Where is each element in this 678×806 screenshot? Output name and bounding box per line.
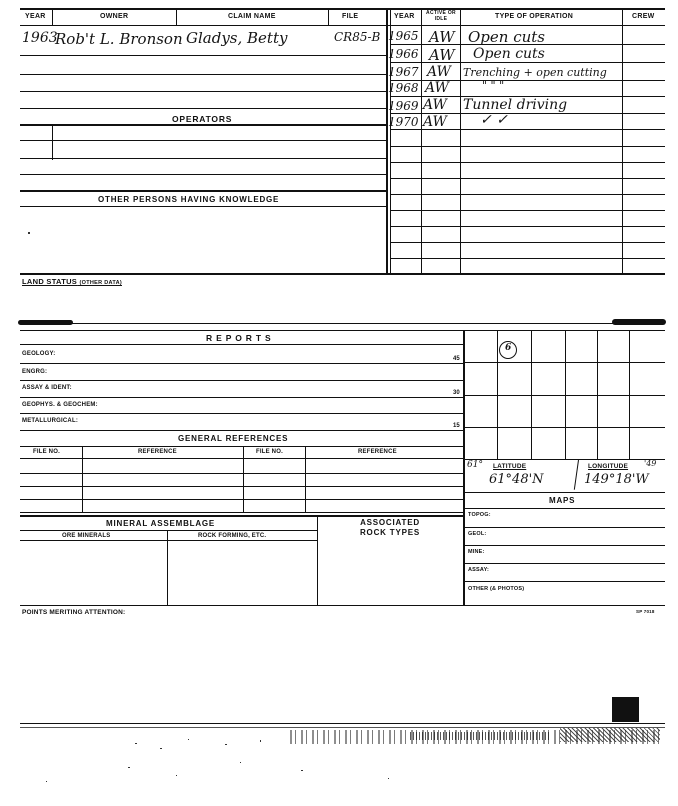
- geology-label: GEOLOGY:: [22, 351, 56, 357]
- registration-mark: [612, 697, 639, 722]
- op-year: 1967: [388, 65, 419, 79]
- op-type: " " ": [482, 79, 505, 92]
- lat-prefix: 61°: [467, 460, 483, 470]
- ref-reference-2-header: REFERENCE: [358, 449, 397, 455]
- geol-label: GEOL:: [468, 531, 487, 537]
- associated-rock-types-heading: ASSOCIATED ROCK TYPES: [359, 518, 420, 537]
- header-type-of-operation: TYPE OF OPERATION: [495, 13, 574, 20]
- scale-15: 15: [453, 423, 460, 429]
- op-status: AW: [423, 114, 447, 130]
- op-year: 1970: [388, 115, 419, 129]
- other-photos-label: OTHER (& PHOTOS): [468, 586, 525, 592]
- header-crew: CREW: [632, 13, 655, 20]
- rock-forming-header: ROCK FORMING, ETC.: [198, 533, 267, 539]
- ref-file-no-2-header: FILE NO.: [256, 449, 283, 455]
- op-type: Open cuts: [468, 28, 545, 46]
- scale-30: 30: [453, 390, 460, 396]
- lon-prefix: '49: [644, 459, 657, 468]
- topog-label: TOPOG:: [468, 512, 491, 518]
- land-status-label: LAND STATUS: [22, 277, 78, 286]
- longitude-label: LONGITUDE: [588, 463, 629, 470]
- form-number: SP 7018: [636, 609, 655, 614]
- op-status: AW: [427, 64, 451, 80]
- general-references-heading: GENERAL REFERENCES: [178, 434, 289, 443]
- op-year: 1966: [388, 47, 419, 61]
- owner-name: Rob't L. Bronson: [55, 30, 183, 48]
- header-op-year: YEAR: [394, 13, 415, 20]
- op-status: AW: [423, 97, 447, 113]
- owner-year: 1963: [22, 30, 58, 46]
- ref-reference-header: REFERENCE: [138, 449, 177, 455]
- longitude-value: 149°18'W: [584, 472, 649, 487]
- header-owner: OWNER: [100, 13, 129, 20]
- ref-file-no-header: FILE NO.: [33, 449, 60, 455]
- op-status: AW: [425, 80, 449, 96]
- header-year: YEAR: [25, 13, 46, 20]
- latitude-value: 61°48'N: [489, 472, 544, 487]
- metallurgical-label: METALLURGICAL:: [22, 418, 79, 424]
- reports-heading: R E P O R T S: [206, 333, 272, 343]
- header-active-idle: ACTIVE OR IDLE: [426, 10, 456, 22]
- scale-45: 45: [453, 356, 460, 362]
- geophys-geochem-label: GEOPHYS. & GEOCHEM:: [22, 402, 98, 408]
- mineral-assemblage-heading: MINERAL ASSEMBLAGE: [106, 519, 216, 528]
- engrg-label: ENGRG:: [22, 369, 48, 375]
- op-type: Trenching + open cutting: [463, 66, 607, 79]
- op-status: AW: [429, 28, 455, 46]
- op-status: AW: [429, 46, 455, 64]
- land-status-heading: [22, 277, 122, 286]
- file-number: CR85-B: [334, 30, 381, 44]
- op-type: Tunnel driving: [463, 97, 568, 113]
- header-file: FILE: [342, 13, 359, 20]
- points-meriting-attention: POINTS MERITING ATTENTION:: [22, 609, 126, 616]
- op-type: Open cuts: [473, 46, 545, 62]
- claim-name: Gladys, Betty: [186, 29, 288, 47]
- op-year: 1965: [388, 29, 419, 43]
- operators-heading: OPERATORS: [172, 114, 233, 124]
- assay-ident-label: ASSAY & IDENT:: [22, 385, 72, 391]
- land-status-sublabel: (OTHER DATA): [79, 280, 122, 286]
- ore-minerals-header: ORE MINERALS: [62, 533, 111, 539]
- op-year: 1968: [388, 81, 419, 95]
- assay-label: ASSAY:: [468, 567, 490, 573]
- op-year: 1969: [388, 99, 419, 113]
- section-number: 6: [505, 343, 512, 353]
- other-persons-heading: OTHER PERSONS HAVING KNOWLEDGE: [98, 195, 280, 204]
- header-claim-name: CLAIM NAME: [228, 13, 276, 20]
- maps-heading: MAPS: [549, 496, 576, 505]
- latitude-label: LATITUDE: [493, 463, 527, 470]
- mine-label: MINE:: [468, 549, 485, 555]
- op-type: ✓ ✓: [480, 112, 508, 128]
